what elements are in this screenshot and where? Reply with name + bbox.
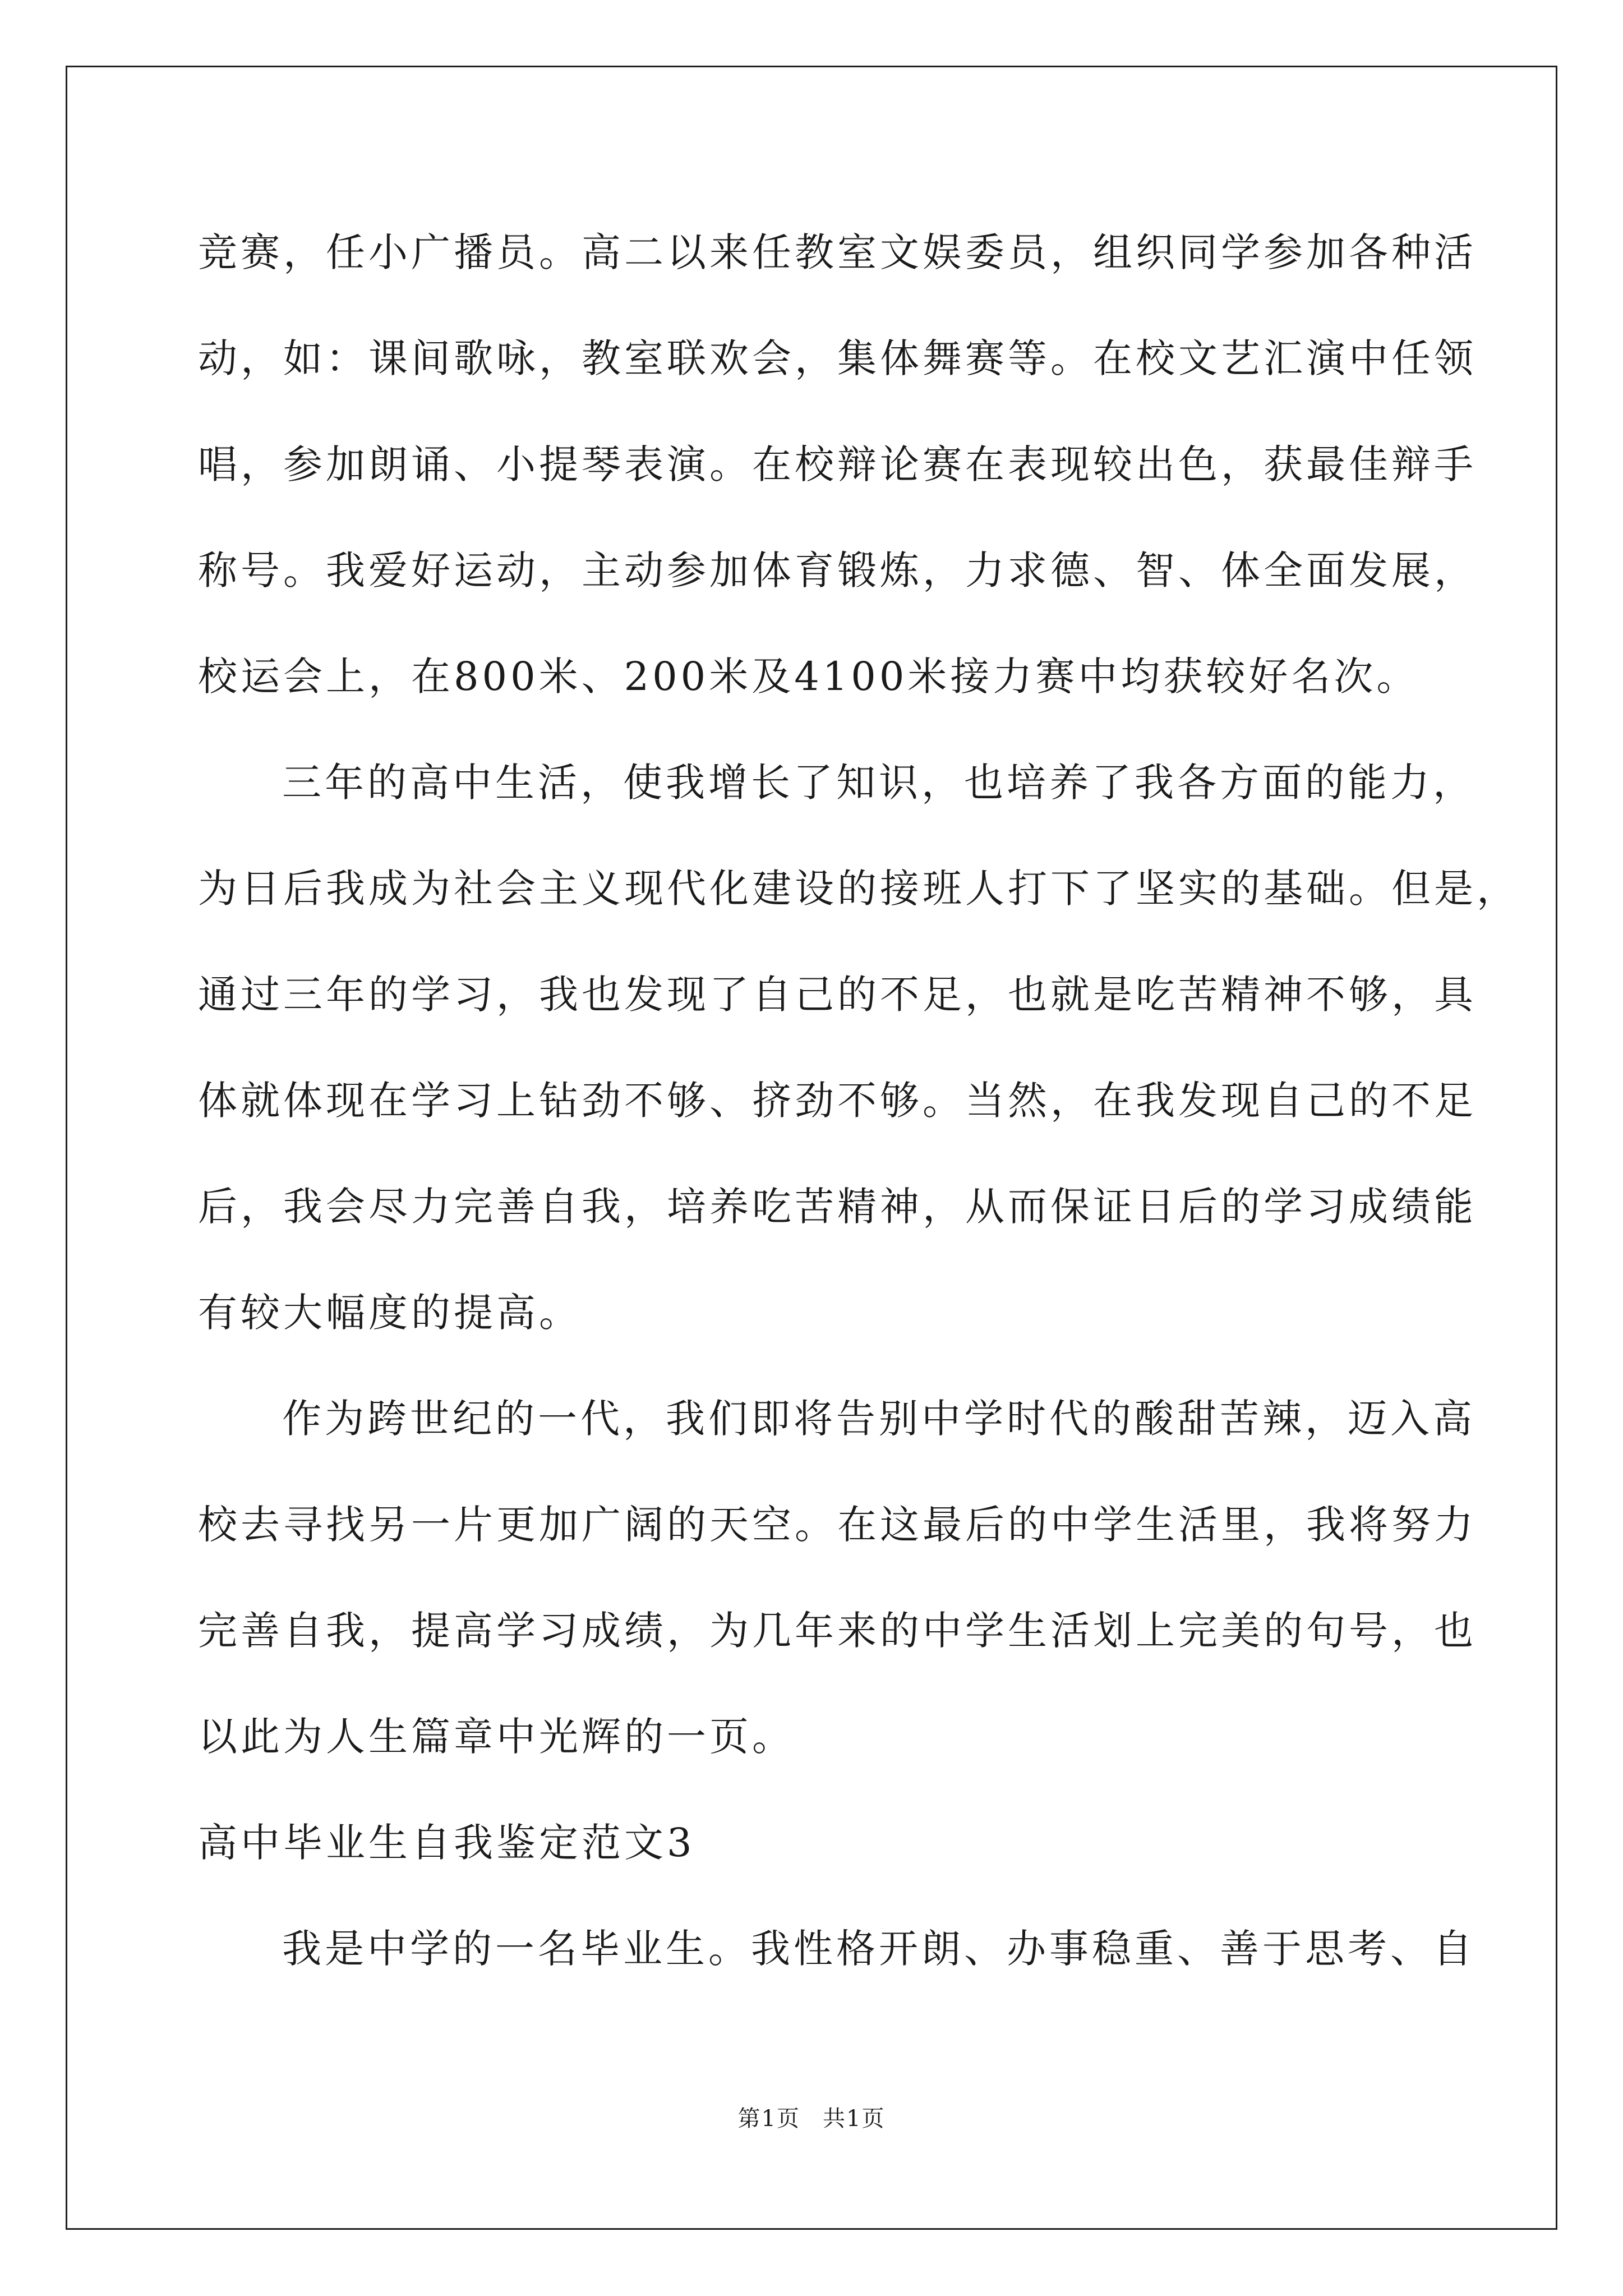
section-heading: 高中毕业生自我鉴定范文3 bbox=[198, 1820, 695, 1866]
paragraph-start-line: 我是中学的一名毕业生。我性格开朗、办事稳重、善于思考、自 bbox=[282, 1926, 1476, 1972]
page-footer bbox=[0, 2101, 1623, 2133]
text-line: 完善自我，提高学习成绩，为几年来的中学生活划上完美的句号，也 bbox=[198, 1608, 1477, 1654]
text-line: 为日后我成为社会主义现代化建设的接班人打下了坚实的基础。但是， bbox=[198, 866, 1519, 912]
text-line: 后，我会尽力完善自我，培养吃苦精神，从而保证日后的学习成绩能 bbox=[198, 1184, 1477, 1230]
paragraph-start-line: 作为跨世纪的一代，我们即将告别中学时代的酸甜苦辣，迈入高 bbox=[282, 1396, 1476, 1442]
page-total: 共1页 bbox=[823, 2106, 886, 2132]
text-line: 体就体现在学习上钻劲不够、挤劲不够。当然，在我发现自己的不足 bbox=[198, 1078, 1477, 1124]
text-line: 以此为人生篇章中光辉的一页。 bbox=[198, 1714, 795, 1760]
text-line: 校运会上，在800米、200米及4100米接力赛中均获较好名次。 bbox=[198, 654, 1419, 700]
text-line: 通过三年的学习，我也发现了自己的不足，也就是吃苦精神不够，具 bbox=[198, 972, 1477, 1018]
text-line: 竞赛，任小广播员。高二以来任教室文娱委员，组织同学参加各种活 bbox=[198, 229, 1477, 275]
text-line: 唱，参加朗诵、小提琴表演。在校辩论赛在表现较出色，获最佳辩手 bbox=[198, 441, 1477, 487]
text-line: 有较大幅度的提高。 bbox=[198, 1290, 582, 1336]
text-line: 称号。我爱好运动，主动参加体育锻炼，力求德、智、体全面发展， bbox=[198, 547, 1477, 593]
paragraph-start-line: 三年的高中生活，使我增长了知识，也培养了我各方面的能力， bbox=[282, 760, 1476, 806]
page-number: 第1页 bbox=[737, 2106, 800, 2132]
text-line: 校去寻找另一片更加广阔的天空。在这最后的中学生活里，我将努力 bbox=[198, 1502, 1477, 1548]
document-body bbox=[198, 222, 1519, 2024]
text-line: 动，如：课间歌咏，教室联欢会，集体舞赛等。在校文艺汇演中任领 bbox=[198, 335, 1477, 381]
